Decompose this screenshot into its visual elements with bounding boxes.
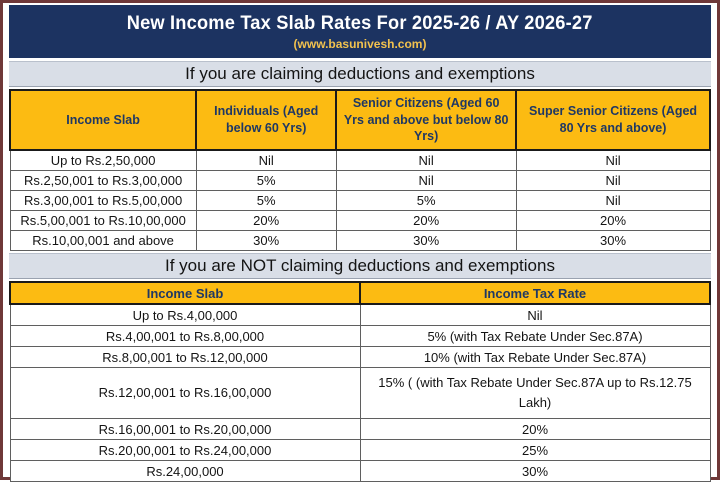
section-band-new-regime: If you are NOT claiming deductions and exemptions — [9, 253, 711, 279]
income-slab-cell: Rs.4,00,001 to Rs.8,00,000 — [10, 326, 360, 347]
table-row — [10, 171, 710, 191]
income-slab-cell: Up to Rs.4,00,000 — [10, 304, 360, 326]
tax-rate-cell: 10% (with Tax Rebate Under Sec.87A) — [360, 347, 710, 368]
new-regime-header-row — [10, 282, 710, 304]
page-title: New Income Tax Slab Rates For 2025-26 / AY 2026-27 — [127, 12, 593, 34]
income-slab-cell: Rs.3,00,001 to Rs.5,00,000 — [10, 191, 196, 211]
income-slab-cell: Rs.12,00,001 to Rs.16,00,000 — [10, 368, 360, 419]
tax-rate-cell: Nil — [360, 304, 710, 326]
table-row — [10, 326, 710, 347]
income-slab-cell: Rs.10,00,001 and above — [10, 231, 196, 251]
column-header-individuals: Individuals (Aged below 60 Yrs) — [196, 90, 336, 150]
super-senior-rate-cell: Nil — [516, 171, 710, 191]
tax-rate-cell: 30% — [360, 461, 710, 482]
column-header-income-tax-rate: Income Tax Rate — [360, 282, 710, 304]
table-row — [10, 440, 710, 461]
income-slab-cell: Rs.5,00,001 to Rs.10,00,000 — [10, 211, 196, 231]
section-band-old-regime: If you are claiming deductions and exemptions — [9, 61, 711, 87]
income-slab-cell: Rs.24,00,000 — [10, 461, 360, 482]
title-bar — [9, 5, 711, 58]
column-header-income-slab: Income Slab — [10, 282, 360, 304]
super-senior-rate-cell: Nil — [516, 191, 710, 211]
old-regime-header-row — [10, 90, 710, 150]
income-slab-cell: Rs.2,50,001 to Rs.3,00,000 — [10, 171, 196, 191]
individuals-rate-cell: 5% — [196, 191, 336, 211]
table-row — [10, 211, 710, 231]
tax-rate-cell: 25% — [360, 440, 710, 461]
table-row — [10, 419, 710, 440]
old-regime-table — [9, 89, 711, 251]
table-row — [10, 461, 710, 482]
senior-rate-cell: 20% — [336, 211, 516, 231]
column-header-super-senior-citizens: Super Senior Citizens (Aged 80 Yrs and above) — [516, 90, 710, 150]
website-credit: (www.basunivesh.com) — [293, 36, 427, 51]
senior-rate-cell: Nil — [336, 171, 516, 191]
income-slab-cell: Rs.20,00,001 to Rs.24,00,000 — [10, 440, 360, 461]
table-row — [10, 368, 710, 419]
income-slab-cell: Rs.16,00,001 to Rs.20,00,000 — [10, 419, 360, 440]
individuals-rate-cell: 30% — [196, 231, 336, 251]
super-senior-rate-cell: 20% — [516, 211, 710, 231]
individuals-rate-cell: Nil — [196, 150, 336, 171]
table-row — [10, 304, 710, 326]
income-slab-cell: Up to Rs.2,50,000 — [10, 150, 196, 171]
senior-rate-cell: Nil — [336, 150, 516, 171]
tax-rate-cell: 15% ( (with Tax Rebate Under Sec.87A up to Rs.12.75 Lakh) — [360, 368, 710, 419]
super-senior-rate-cell: Nil — [516, 150, 710, 171]
individuals-rate-cell: 20% — [196, 211, 336, 231]
senior-rate-cell: 5% — [336, 191, 516, 211]
super-senior-rate-cell: 30% — [516, 231, 710, 251]
table-row — [10, 191, 710, 211]
income-slab-cell: Rs.8,00,001 to Rs.12,00,000 — [10, 347, 360, 368]
table-row — [10, 150, 710, 171]
column-header-income-slab: Income Slab — [10, 90, 196, 150]
table-row — [10, 231, 710, 251]
table-row — [10, 347, 710, 368]
senior-rate-cell: 30% — [336, 231, 516, 251]
new-regime-table — [9, 281, 711, 482]
column-header-senior-citizens: Senior Citizens (Aged 60 Yrs and above but below 80 Yrs) — [336, 90, 516, 150]
tax-rate-cell: 20% — [360, 419, 710, 440]
individuals-rate-cell: 5% — [196, 171, 336, 191]
tax-rate-cell: 5% (with Tax Rebate Under Sec.87A) — [360, 326, 710, 347]
